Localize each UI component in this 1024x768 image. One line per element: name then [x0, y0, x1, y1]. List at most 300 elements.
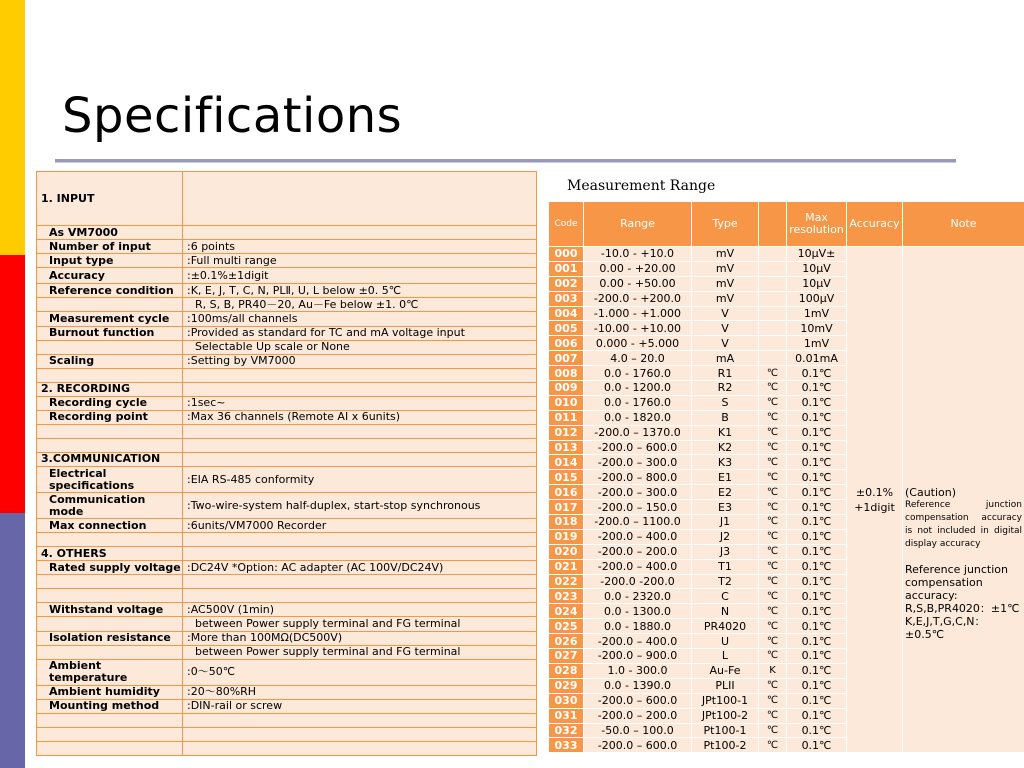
range-cell: -200.0 – 600.0 — [584, 738, 692, 753]
code-cell: 016 — [549, 485, 584, 500]
spec-label — [37, 340, 183, 354]
code-cell: 002 — [549, 276, 584, 291]
resolution-cell: 10μV± — [787, 247, 847, 262]
spec-value: Selectable Up scale or None — [183, 340, 537, 354]
resolution-cell: 0.1℃ — [787, 693, 847, 708]
spec-value: :More than 100MΩ(DC500V) — [183, 631, 537, 645]
range-cell: -1.000 - +1.000 — [584, 306, 692, 321]
resolution-cell: 0.1℃ — [787, 559, 847, 574]
resolution-cell: 0.1℃ — [787, 663, 847, 678]
spec-value — [183, 226, 537, 240]
code-cell: 025 — [549, 619, 584, 634]
type-cell: T2 — [692, 574, 759, 589]
resolution-cell: 0.1℃ — [787, 738, 847, 753]
unit-cell: ℃ — [759, 544, 787, 559]
type-cell: K3 — [692, 455, 759, 470]
spec-label: Accuracy — [37, 268, 183, 284]
spec-label: Ambient humidity — [37, 685, 183, 699]
range-cell: -200.0 -200.0 — [584, 574, 692, 589]
spec-label: 3.COMMUNICATION — [37, 452, 183, 466]
note-caution-line: is not included in digital — [905, 526, 1022, 537]
code-cell: 013 — [549, 440, 584, 455]
spec-row — [37, 575, 537, 589]
spec-value: :6 points — [183, 240, 537, 254]
spec-value: :Full multi range — [183, 254, 537, 268]
type-cell: R2 — [692, 381, 759, 396]
spec-value: :Two-wire-system half-duplex, start-stop synchronous — [183, 493, 537, 519]
unit-cell — [759, 276, 787, 291]
spec-row — [37, 396, 537, 410]
code-cell: 012 — [549, 425, 584, 440]
unit-cell: ℃ — [759, 693, 787, 708]
spec-label: Scaling — [37, 354, 183, 368]
code-cell: 023 — [549, 589, 584, 604]
type-cell: C — [692, 589, 759, 604]
spec-label — [37, 589, 183, 603]
accent-stripe-blue — [0, 513, 25, 768]
range-cell: 0.0 - 1760.0 — [584, 366, 692, 381]
spec-value — [183, 533, 537, 547]
spec-value: :20～80%RH — [183, 685, 537, 699]
spec-row — [37, 617, 537, 631]
spec-label: Electrical specifications — [37, 466, 183, 492]
spec-value: :DC24V *Option: AC adapter (AC 100V/DC24V) — [183, 561, 537, 575]
unit-cell: ℃ — [759, 634, 787, 649]
code-cell: 017 — [549, 500, 584, 515]
spec-value: :1sec~ — [183, 396, 537, 410]
spec-value: between Power supply terminal and FG terminal — [183, 645, 537, 659]
type-cell: V — [692, 336, 759, 351]
measurement-range-table — [548, 201, 1024, 753]
spec-value — [183, 452, 537, 466]
spec-value — [183, 727, 537, 741]
unit-cell: ℃ — [759, 500, 787, 515]
resolution-cell: 0.1℃ — [787, 485, 847, 500]
unit-cell — [759, 247, 787, 262]
range-cell: 0.00 - +50.00 — [584, 276, 692, 291]
type-cell: V — [692, 321, 759, 336]
type-cell: U — [692, 634, 759, 649]
spec-label — [37, 617, 183, 631]
measurement-header-row — [549, 202, 1024, 247]
resolution-cell: 0.1℃ — [787, 410, 847, 425]
type-cell: J2 — [692, 529, 759, 544]
unit-cell: ℃ — [759, 455, 787, 470]
unit-cell: ℃ — [759, 529, 787, 544]
spec-label: Burnout function — [37, 326, 183, 340]
type-cell: mV — [692, 276, 759, 291]
range-cell: -50.0 – 100.0 — [584, 723, 692, 738]
spec-row — [37, 284, 537, 298]
code-cell: 004 — [549, 306, 584, 321]
spec-row — [37, 382, 537, 396]
code-cell: 010 — [549, 395, 584, 410]
resolution-cell: 10μV — [787, 261, 847, 276]
range-cell: 0.0 - 1820.0 — [584, 410, 692, 425]
unit-cell: ℃ — [759, 425, 787, 440]
code-cell: 001 — [549, 261, 584, 276]
code-cell: 014 — [549, 455, 584, 470]
resolution-cell: 0.1℃ — [787, 619, 847, 634]
spec-row — [37, 312, 537, 326]
range-cell: 0.0 - 1880.0 — [584, 619, 692, 634]
resolution-cell: 0.1℃ — [787, 649, 847, 664]
measurement-row — [549, 247, 1024, 262]
title-divider-shadow — [55, 162, 956, 163]
resolution-cell: 0.1℃ — [787, 574, 847, 589]
type-cell: mA — [692, 351, 759, 366]
range-cell: -200.0 – 600.0 — [584, 693, 692, 708]
resolution-cell: 0.1℃ — [787, 500, 847, 515]
range-cell: -200.0 – 400.0 — [584, 634, 692, 649]
type-cell: J3 — [692, 544, 759, 559]
code-cell: 031 — [549, 708, 584, 723]
resolution-cell: 0.1℃ — [787, 544, 847, 559]
spec-label — [37, 438, 183, 452]
spec-value — [183, 424, 537, 438]
range-cell: 0.0 - 1300.0 — [584, 604, 692, 619]
spec-row — [37, 727, 537, 741]
resolution-cell: 0.1℃ — [787, 425, 847, 440]
type-cell: J1 — [692, 515, 759, 530]
spec-row — [37, 561, 537, 575]
type-cell: PR4020 — [692, 619, 759, 634]
code-cell: 033 — [549, 738, 584, 753]
code-cell: 026 — [549, 634, 584, 649]
unit-cell: ℃ — [759, 604, 787, 619]
resolution-cell: 0.01mA — [787, 351, 847, 366]
spec-row — [37, 424, 537, 438]
code-cell: 028 — [549, 663, 584, 678]
header-max-resolution: Max resolution — [787, 202, 847, 247]
header-note: Note — [903, 202, 1024, 247]
spec-row — [37, 240, 537, 254]
type-cell: K1 — [692, 425, 759, 440]
resolution-cell: 0.1℃ — [787, 589, 847, 604]
code-cell: 020 — [549, 544, 584, 559]
spec-label: Ambient temperature — [37, 659, 183, 685]
range-cell: 0.000 - +5.000 — [584, 336, 692, 351]
code-cell: 029 — [549, 678, 584, 693]
resolution-cell: 10mV — [787, 321, 847, 336]
note-ref-line1: R,S,B,PR4020：±1℃ — [905, 602, 1020, 616]
unit-cell: ℃ — [759, 470, 787, 485]
type-cell: S — [692, 395, 759, 410]
unit-cell — [759, 291, 787, 306]
spec-row — [37, 268, 537, 284]
range-cell: -200.0 – 1100.0 — [584, 515, 692, 530]
range-cell: 0.00 - +20.00 — [584, 261, 692, 276]
header-type: Type — [692, 202, 759, 247]
unit-cell: ℃ — [759, 708, 787, 723]
range-cell: 1.0 - 300.0 — [584, 663, 692, 678]
spec-label: 2. RECORDING — [37, 382, 183, 396]
unit-cell: ℃ — [759, 678, 787, 693]
measurement-range-title: Measurement Range — [567, 178, 716, 194]
spec-value: :0～50℃ — [183, 659, 537, 685]
type-cell: E2 — [692, 485, 759, 500]
unit-cell — [759, 336, 787, 351]
range-cell: -200.0 – 200.0 — [584, 544, 692, 559]
range-cell: -200.0 – 300.0 — [584, 485, 692, 500]
spec-row — [37, 368, 537, 382]
unit-cell — [759, 261, 787, 276]
spec-row — [37, 298, 537, 312]
spec-label: Recording cycle — [37, 396, 183, 410]
unit-cell: ℃ — [759, 574, 787, 589]
spec-label: Recording point — [37, 410, 183, 424]
spec-value: :100ms/all channels — [183, 312, 537, 326]
resolution-cell: 0.1℃ — [787, 470, 847, 485]
unit-cell: ℃ — [759, 366, 787, 381]
spec-label: Withstand voltage — [37, 603, 183, 617]
spec-row — [37, 438, 537, 452]
code-cell: 003 — [549, 291, 584, 306]
code-cell: 024 — [549, 604, 584, 619]
code-cell: 008 — [549, 366, 584, 381]
range-cell: 0.0 - 1760.0 — [584, 395, 692, 410]
code-cell: 011 — [549, 410, 584, 425]
note-caution-line: display accuracy — [905, 539, 981, 550]
code-cell: 027 — [549, 649, 584, 664]
spec-label — [37, 741, 183, 755]
type-cell: JPt100-2 — [692, 708, 759, 723]
spec-row — [37, 466, 537, 492]
spec-value: :±0.1%±1digit — [183, 268, 537, 284]
spec-row — [37, 226, 537, 240]
page-title: Specifications — [62, 88, 403, 144]
resolution-cell: 0.1℃ — [787, 708, 847, 723]
unit-cell: ℃ — [759, 440, 787, 455]
unit-cell — [759, 306, 787, 321]
spec-row — [37, 699, 537, 713]
resolution-cell: 0.1℃ — [787, 395, 847, 410]
type-cell: L — [692, 649, 759, 664]
code-cell: 000 — [549, 247, 584, 262]
spec-label: Isolation resistance — [37, 631, 183, 645]
type-cell: R1 — [692, 366, 759, 381]
resolution-cell: 1mV — [787, 306, 847, 321]
header-unit — [759, 202, 787, 247]
spec-value — [183, 741, 537, 755]
spec-label — [37, 727, 183, 741]
header-range: Range — [584, 202, 692, 247]
type-cell: Pt100-1 — [692, 723, 759, 738]
accent-stripe-red — [0, 255, 25, 513]
resolution-cell: 0.1℃ — [787, 366, 847, 381]
spec-value — [183, 589, 537, 603]
type-cell: mV — [692, 247, 759, 262]
spec-value: :K, E, J, T, C, N, PLⅡ, U, L below ±0. 5℃ — [183, 284, 537, 298]
spec-label: Mounting method — [37, 699, 183, 713]
spec-label — [37, 713, 183, 727]
code-cell: 006 — [549, 336, 584, 351]
spec-label: 1. INPUT — [37, 172, 183, 226]
note-caution: (Caution) — [905, 486, 957, 500]
spec-value — [183, 575, 537, 589]
range-cell: -200.0 – 300.0 — [584, 455, 692, 470]
note-caution-line: compensation accuracy — [905, 513, 1022, 524]
spec-row — [37, 254, 537, 268]
unit-cell: K — [759, 663, 787, 678]
unit-cell: ℃ — [759, 381, 787, 396]
spec-label: Max connection — [37, 519, 183, 533]
spec-row — [37, 354, 537, 368]
code-cell: 019 — [549, 529, 584, 544]
unit-cell: ℃ — [759, 723, 787, 738]
spec-row — [37, 172, 537, 226]
type-cell: mV — [692, 261, 759, 276]
spec-value: :EIA RS-485 conformity — [183, 466, 537, 492]
spec-label — [37, 575, 183, 589]
code-cell: 022 — [549, 574, 584, 589]
spec-row — [37, 631, 537, 645]
type-cell: Pt100-2 — [692, 738, 759, 753]
resolution-cell: 0.1℃ — [787, 455, 847, 470]
spec-label: Communication mode — [37, 493, 183, 519]
spec-row — [37, 659, 537, 685]
spec-value: :DIN-rail or screw — [183, 699, 537, 713]
spec-value — [183, 713, 537, 727]
unit-cell: ℃ — [759, 485, 787, 500]
spec-value — [183, 382, 537, 396]
spec-row — [37, 713, 537, 727]
range-cell: -10.00 - +10.00 — [584, 321, 692, 336]
type-cell: N — [692, 604, 759, 619]
spec-label — [37, 645, 183, 659]
spec-label: Number of input — [37, 240, 183, 254]
type-cell: JPt100-1 — [692, 693, 759, 708]
resolution-cell: 0.1℃ — [787, 723, 847, 738]
unit-cell: ℃ — [759, 395, 787, 410]
spec-value: :Provided as standard for TC and mA voltage input — [183, 326, 537, 340]
resolution-cell: 0.1℃ — [787, 678, 847, 693]
unit-cell: ℃ — [759, 515, 787, 530]
accent-stripe-yellow — [0, 0, 25, 255]
spec-label — [37, 298, 183, 312]
type-cell: T1 — [692, 559, 759, 574]
range-cell: 0.0 - 2320.0 — [584, 589, 692, 604]
accuracy-cell: ±0.1% +1digit — [847, 247, 903, 753]
range-cell: -200.0 – 1370.0 — [584, 425, 692, 440]
spec-value — [183, 172, 537, 226]
spec-label: 4. OTHERS — [37, 547, 183, 561]
unit-cell: ℃ — [759, 619, 787, 634]
spec-value: :AC500V (1min) — [183, 603, 537, 617]
spec-label: Measurement cycle — [37, 312, 183, 326]
resolution-cell: 0.1℃ — [787, 440, 847, 455]
spec-row — [37, 645, 537, 659]
resolution-cell: 100μV — [787, 291, 847, 306]
spec-value — [183, 547, 537, 561]
type-cell: E3 — [692, 500, 759, 515]
code-cell: 030 — [549, 693, 584, 708]
type-cell: Au-Fe — [692, 663, 759, 678]
code-cell: 032 — [549, 723, 584, 738]
code-cell: 021 — [549, 559, 584, 574]
range-cell: -200.0 - +200.0 — [584, 291, 692, 306]
range-cell: 0.0 - 1390.0 — [584, 678, 692, 693]
spec-label — [37, 424, 183, 438]
note-ref-line2: K,E,J,T,G,C,N：±0.5℃ — [905, 615, 986, 642]
spec-row — [37, 493, 537, 519]
spec-row — [37, 410, 537, 424]
note-cell — [903, 247, 1024, 753]
spec-value: R, S, B, PR40－20, Au－Fe below ±1. 0℃ — [183, 298, 537, 312]
code-cell: 018 — [549, 515, 584, 530]
code-cell: 005 — [549, 321, 584, 336]
range-cell: -200.0 – 400.0 — [584, 559, 692, 574]
unit-cell: ℃ — [759, 410, 787, 425]
code-cell: 007 — [549, 351, 584, 366]
spec-label: As VM7000 — [37, 226, 183, 240]
spec-value: :Setting by VM7000 — [183, 354, 537, 368]
range-cell: 4.0 – 20.0 — [584, 351, 692, 366]
note-ref-title: Reference junction compensation accuracy: — [905, 563, 1009, 603]
type-cell: V — [692, 306, 759, 321]
resolution-cell: 0.1℃ — [787, 604, 847, 619]
range-cell: -200.0 – 200.0 — [584, 708, 692, 723]
spec-value — [183, 368, 537, 382]
range-cell: -200.0 – 800.0 — [584, 470, 692, 485]
range-cell: -10.0 - +10.0 — [584, 247, 692, 262]
spec-row — [37, 741, 537, 755]
resolution-cell: 0.1℃ — [787, 529, 847, 544]
type-cell: B — [692, 410, 759, 425]
spec-table — [36, 171, 537, 756]
spec-value: :6units/VM7000 Recorder — [183, 519, 537, 533]
spec-label: Rated supply voltage — [37, 561, 183, 575]
unit-cell: ℃ — [759, 649, 787, 664]
spec-row — [37, 685, 537, 699]
range-cell: 0.0 - 1200.0 — [584, 381, 692, 396]
range-cell: -200.0 – 900.0 — [584, 649, 692, 664]
code-cell: 015 — [549, 470, 584, 485]
spec-label — [37, 533, 183, 547]
header-code: Code — [549, 202, 584, 247]
range-cell: -200.0 – 400.0 — [584, 529, 692, 544]
range-cell: -200.0 – 150.0 — [584, 500, 692, 515]
unit-cell — [759, 351, 787, 366]
unit-cell: ℃ — [759, 559, 787, 574]
spec-label: Input type — [37, 254, 183, 268]
spec-value: :Max 36 channels (Remote AI x 6units) — [183, 410, 537, 424]
spec-row — [37, 340, 537, 354]
resolution-cell: 0.1℃ — [787, 515, 847, 530]
spec-row — [37, 519, 537, 533]
code-cell: 009 — [549, 381, 584, 396]
spec-row — [37, 452, 537, 466]
spec-row — [37, 603, 537, 617]
resolution-cell: 10μV — [787, 276, 847, 291]
type-cell: E1 — [692, 470, 759, 485]
spec-value — [183, 438, 537, 452]
range-cell: -200.0 – 600.0 — [584, 440, 692, 455]
spec-label — [37, 368, 183, 382]
spec-row — [37, 547, 537, 561]
note-caution-line: Reference junction — [905, 500, 1022, 511]
spec-row — [37, 589, 537, 603]
spec-label: Reference condition — [37, 284, 183, 298]
spec-value: between Power supply terminal and FG terminal — [183, 617, 537, 631]
resolution-cell: 0.1℃ — [787, 634, 847, 649]
unit-cell: ℃ — [759, 738, 787, 753]
type-cell: PLII — [692, 678, 759, 693]
resolution-cell: 0.1℃ — [787, 381, 847, 396]
resolution-cell: 1mV — [787, 336, 847, 351]
spec-row — [37, 326, 537, 340]
type-cell: mV — [692, 291, 759, 306]
